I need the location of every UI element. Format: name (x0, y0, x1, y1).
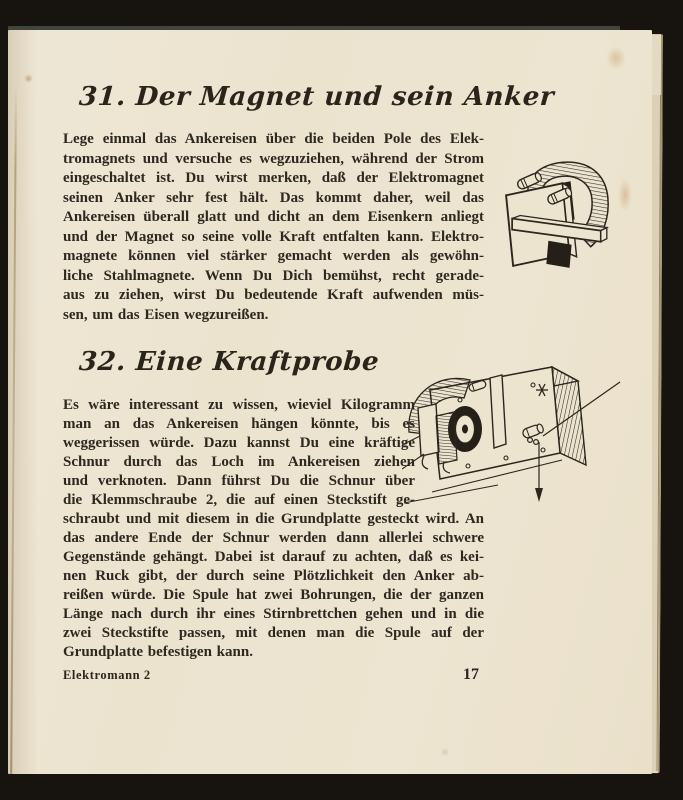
text-line: Ankereisen überall glatt und dicht an dem Eisenkern anliegt (63, 209, 484, 225)
text-line: Grundplatte befestigen kann. (63, 644, 253, 660)
text-line: sen, um das Eisen wegzureißen. (63, 306, 269, 323)
paper-stain (24, 74, 33, 83)
section-31-heading: 31. Der Magnet und sein Anker (78, 82, 556, 112)
text-line: schraubt und mit diesem in die Grundplatte gesteckt wird. An (63, 511, 484, 527)
paper-stain (440, 748, 450, 756)
text-line: aus zu ziehen, wirst Du bedeutende Kraft aufwenden müs- (63, 287, 484, 303)
text-line: seinen Anker sehr fest hält. Das kommt daher, weil das (63, 189, 484, 206)
book-page (8, 30, 652, 774)
text-line: nen Ruck gibt, der durch seine Plötzlichkeit den Anker ab- (63, 568, 484, 584)
page-number: 17 (463, 666, 479, 683)
text-line: das andere Ende der Schnur werden dann allerlei schwere (63, 530, 484, 546)
text-line: magnete können viel stärker gemacht werden als gewöhn- (63, 248, 484, 264)
text-line: reißen würde. Die Spule hat zwei Bohrungen, die der ganzen (63, 587, 484, 603)
text-line: Gegenstände gehängt. Dabei ist darauf zu achten, daß es kei- (63, 549, 484, 565)
text-line: eingeschaltet ist. Du wirst merken, daß der Elektromagnet (63, 170, 484, 186)
running-title: Elektromann 2 (63, 668, 151, 682)
section-32-heading: 32. Eine Kraftprobe (78, 347, 381, 377)
section-32-paragraph (63, 396, 484, 662)
text-line: liche Stahlmagnete. Wenn Du Dich bemühst, recht gerade- (63, 267, 484, 284)
text-line: die Klemmschraube 2, die auf einen Steckstift ge- (63, 492, 415, 508)
page-footer (63, 666, 484, 684)
paper-stain (606, 46, 626, 70)
illustration-electromagnet-with-armature (496, 155, 630, 272)
section-31-paragraph (63, 130, 484, 325)
text-line: Länge nach durch ihr eines Stirnbrettchen gehen und in die (63, 606, 484, 622)
text-line: Schnur durch das Loch im Ankereisen ziehen (63, 454, 415, 470)
text-line: Es wäre interessant zu wissen, wieviel Kilogramm (63, 397, 415, 413)
gutter-crease (10, 85, 17, 774)
text-line: und der Magnet so seine volle Kraft entfalten kann. Elektro- (63, 228, 484, 245)
text-line: weggerissen würde. Dazu kannst Du eine kräftige (63, 435, 415, 451)
text-line: man an das Ankereisen hängen könnte, bis es (63, 416, 415, 432)
text-line: zwei Steckstifte passen, mit denen man die Spule auf der (63, 625, 484, 641)
text-line: tromagnets und versuche es wegzuziehen, während der Strom (63, 150, 484, 167)
text-line: und verknoten. Dann führst Du die Schnur über (63, 473, 415, 489)
text-line: Lege einmal das Ankereisen über die beiden Pole des Elek- (63, 131, 484, 147)
